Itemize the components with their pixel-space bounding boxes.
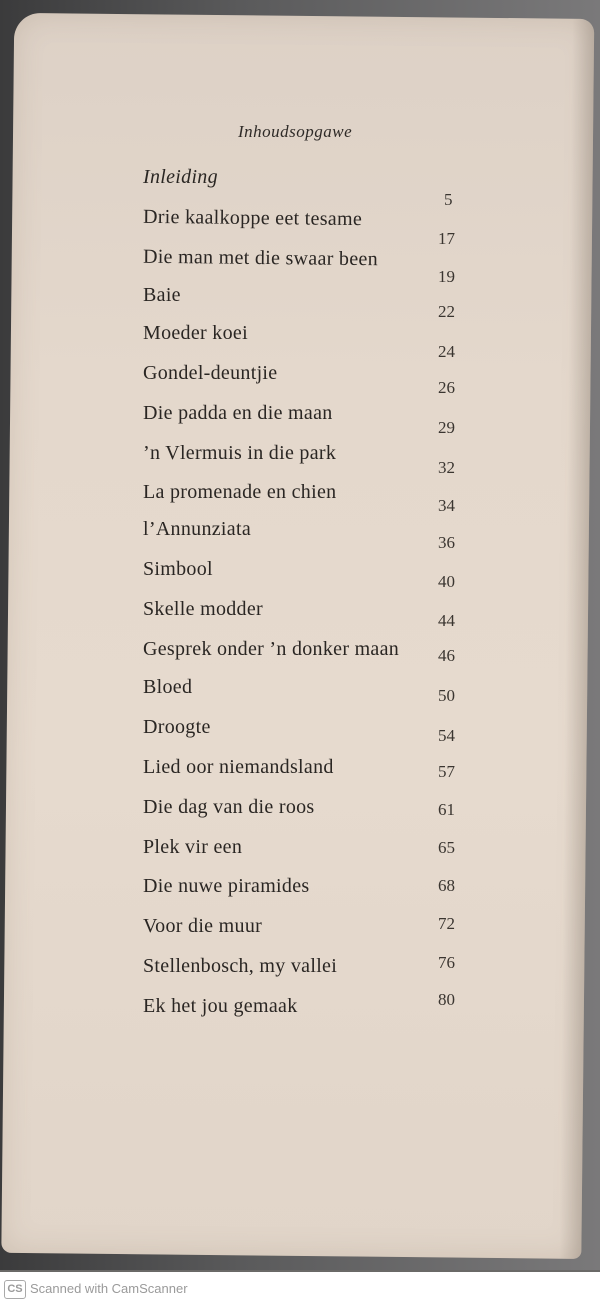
toc-entry-page: 19 [438,267,455,286]
toc-entry-page: 72 [438,914,455,933]
toc-entry-page: 26 [438,378,455,397]
scanner-footer [0,1272,600,1305]
toc-entry-title: Simbool [143,558,213,580]
toc-entry-title: Die padda en die maan [143,402,333,424]
toc-entry-title: Gondel-deuntjie [143,362,278,384]
toc-entry-title: Droogte [143,716,211,738]
toc-entry-title: Ek het jou gemaak [143,995,298,1017]
toc-entry-page: 40 [438,572,455,591]
scanner-watermark-text: Scanned with CamScanner [30,1281,188,1296]
toc-entry-page: 76 [438,953,455,972]
toc-entry-title: Voor die muur [143,915,263,937]
book-page [1,13,594,1259]
toc-entry-title: Baie [143,284,181,306]
toc-entry-page: 80 [438,990,455,1009]
camscanner-logo: CS [4,1280,26,1299]
toc-entry-page: 50 [438,686,455,705]
toc-entry-page: 36 [438,533,455,552]
toc-entry-title: Die dag van die roos [143,796,315,818]
toc-entry-title: Lied oor niemandsland [143,756,334,778]
toc-entry-title: Drie kaalkoppe eet tesame [142,205,363,231]
toc-heading: Inhoudsopgawe [238,122,353,141]
toc-entry-title: Die man met die swaar been [142,245,379,271]
toc-entry-title: Gesprek onder ’n donker maan [143,638,400,660]
toc-entry-title: La promenade en chien [143,481,337,503]
toc-entry-title: Stellenbosch, my vallei [143,955,338,977]
toc-entry-page: 44 [438,611,455,630]
toc-entry-title: Moeder koei [143,322,248,344]
toc-entry-title: Skelle modder [143,598,263,620]
toc-entry-page: 17 [438,229,455,248]
toc-entry-title: l’Annunziata [143,518,252,540]
toc-entry-title: ’n Vlermuis in die park [143,442,337,464]
toc-entry-title: Bloed [143,676,193,698]
toc-entry-page: 22 [438,302,455,321]
toc-entry-page: 65 [438,838,455,857]
toc-entry-page: 68 [438,876,455,895]
toc-entry-page: 29 [438,418,455,437]
toc-entry-page: 54 [438,726,455,745]
toc-entry-page: 5 [444,190,453,209]
toc-entry-title: Die nuwe piramides [143,875,310,897]
toc-entry-page: 57 [438,762,455,781]
toc-entry-title: Plek vir een [143,836,243,858]
toc-entry-page: 61 [438,800,455,819]
toc-entry-page: 34 [438,496,455,515]
toc-entry-page: 24 [438,342,455,361]
toc-entry-page: 32 [438,458,455,477]
toc-entry-title: Inleiding [143,166,218,188]
toc-entry-page: 46 [438,646,455,665]
